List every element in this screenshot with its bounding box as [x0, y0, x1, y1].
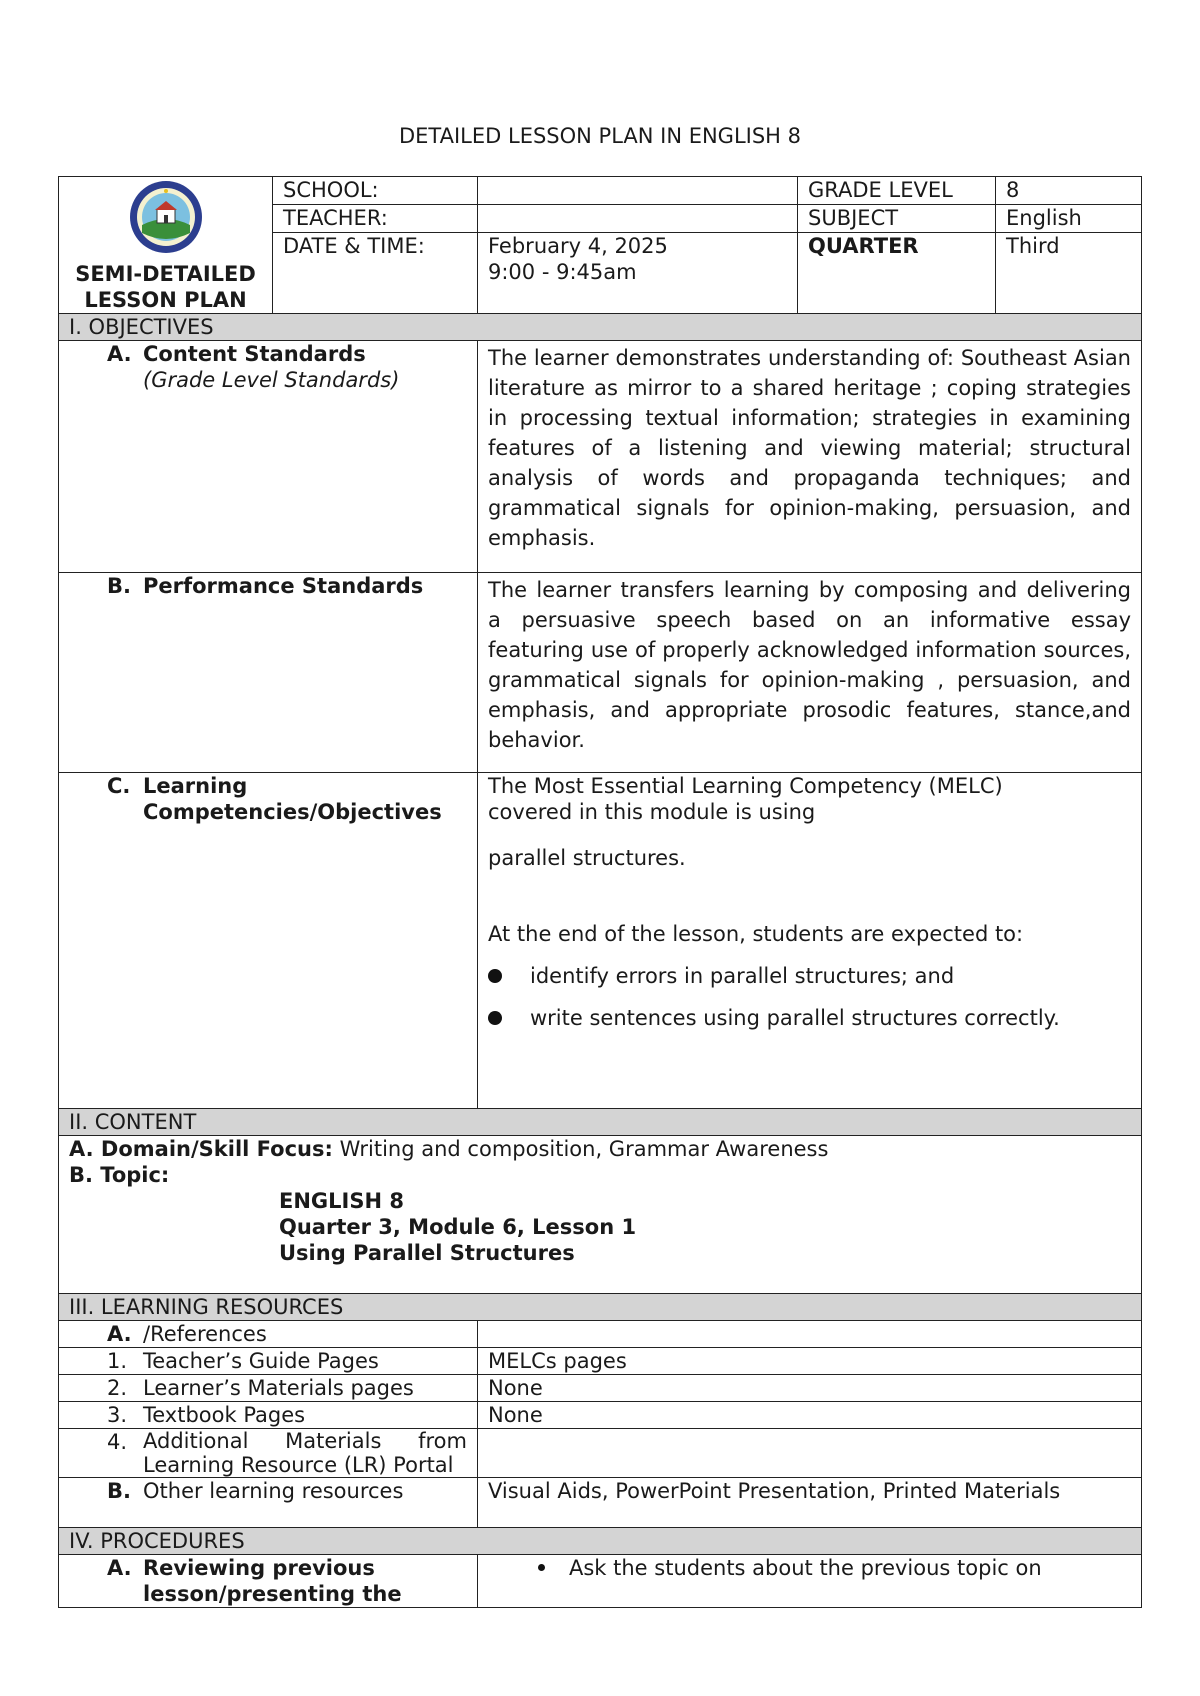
- resource-row: [59, 1375, 1142, 1402]
- additional-materials-num: 4.: [107, 1430, 128, 1454]
- performance-standards-label: Performance Standards: [143, 574, 424, 598]
- logo-cell: [59, 177, 273, 314]
- procedure-a-row: [59, 1555, 1142, 1608]
- bullet-icon: [488, 969, 502, 983]
- competencies-label-line2: Competencies/Objectives: [143, 800, 442, 824]
- bullet-icon: [488, 1011, 502, 1025]
- objectives-heading: I. OBJECTIVES: [59, 314, 1142, 341]
- melc-line1: The Most Essential Learning Competency (MELC): [488, 774, 1003, 798]
- resource-label: Textbook Pages: [143, 1403, 306, 1427]
- content-standards-sublabel: (Grade Level Standards): [143, 368, 400, 392]
- resource-label-cell: [59, 1348, 478, 1375]
- procedure-a-label-cell: [59, 1555, 478, 1608]
- domain-line: [69, 1136, 1131, 1162]
- performance-standards-letter: B.: [107, 574, 131, 598]
- school-value: [478, 177, 798, 205]
- bullet-icon: [538, 1564, 545, 1571]
- section-resources: [59, 1294, 1142, 1321]
- melc-line3: parallel structures.: [488, 846, 686, 870]
- content-standards-row: [59, 341, 1142, 573]
- performance-standards-text: The learner transfers learning by composing and delivering a persuasive speech based on an informative essay featuring use of properly acknowledged information sources, grammatical signals for opinion-making , persuasion, and emphasis, and appropriate prosodic features, stance,and behavior.: [478, 573, 1142, 773]
- date-value: February 4, 2025: [488, 234, 668, 259]
- references-label: /References: [143, 1322, 267, 1346]
- content-standards-label: Content Standards: [143, 342, 366, 366]
- resource-row: [59, 1348, 1142, 1375]
- resource-row: [59, 1402, 1142, 1429]
- competencies-label-line1: Learning: [143, 774, 248, 798]
- grade-level-value: 8: [996, 177, 1142, 205]
- references-label-cell: [59, 1321, 478, 1348]
- resource-label: Teacher’s Guide Pages: [143, 1349, 379, 1373]
- other-resources-label: Other learning resources: [143, 1479, 404, 1503]
- procedure-a-label-line2: lesson/presenting the: [143, 1582, 402, 1606]
- time-value: 9:00 - 9:45am: [488, 260, 637, 285]
- content-row: [59, 1136, 1142, 1294]
- procedure-a-letter: A.: [107, 1556, 132, 1580]
- competencies-letter: C.: [107, 774, 131, 798]
- content-cell: [59, 1136, 1142, 1294]
- section-objectives: [59, 314, 1142, 341]
- procedures-heading: IV. PROCEDURES: [59, 1528, 1142, 1555]
- resource-num: 1.: [107, 1349, 128, 1373]
- competencies-text-cell: [478, 773, 1142, 1109]
- performance-standards-label-cell: [59, 573, 478, 773]
- objective-bullet-2-text: write sentences using parallel structures correctly.: [530, 1006, 1060, 1030]
- procedure-a-text-cell: [478, 1555, 1142, 1608]
- date-label: DATE & TIME:: [273, 233, 478, 314]
- performance-standards-row: [59, 573, 1142, 773]
- content-standards-text: The learner demonstrates understanding of: Southeast Asian literature as mirror to a shared heritage ; coping strategies in processing textual information; strategies in examining features of a listening and viewing material; structural analysis of words and propaganda techniques; and grammatical signals for opinion-making, persuasion, and emphasis.: [478, 341, 1142, 573]
- subject-value: English: [996, 205, 1142, 233]
- procedure-a-text: Ask the students about the previous topic on: [569, 1556, 1042, 1580]
- objective-bullet-2: [488, 1005, 1131, 1031]
- additional-materials-label-cell: [59, 1429, 478, 1478]
- references-letter: A.: [107, 1322, 132, 1346]
- teacher-label: TEACHER:: [273, 205, 478, 233]
- resource-num: 2.: [107, 1376, 128, 1400]
- content-heading: II. CONTENT: [59, 1109, 1142, 1136]
- document-title: DETAILED LESSON PLAN IN ENGLISH 8: [398, 124, 802, 148]
- procedure-a-label-line1: Reviewing previous: [143, 1556, 375, 1580]
- header-row-school: [59, 177, 1142, 205]
- competencies-label-cell: [59, 773, 478, 1109]
- date-time-cell: [478, 233, 798, 314]
- other-resources-letter: B.: [107, 1479, 131, 1503]
- domain-value: Writing and composition, Grammar Awareness: [339, 1137, 829, 1161]
- content-standards-label-cell: [59, 341, 478, 573]
- lesson-plan-table: [58, 176, 1142, 1608]
- resources-heading: III. LEARNING RESOURCES: [59, 1294, 1142, 1321]
- grade-level-label: GRADE LEVEL: [798, 177, 996, 205]
- section-content: [59, 1109, 1142, 1136]
- topic-line3: Using Parallel Structures: [279, 1241, 575, 1265]
- teacher-value: [478, 205, 798, 233]
- references-row: [59, 1321, 1142, 1348]
- subject-label: SUBJECT: [798, 205, 996, 233]
- domain-label: A. Domain/Skill Focus:: [69, 1137, 333, 1161]
- content-standards-letter: A.: [107, 342, 132, 366]
- quarter-value: Third: [996, 233, 1142, 314]
- objective-bullet-1-text: identify errors in parallel structures; and: [530, 964, 955, 988]
- expected-intro: At the end of the lesson, students are expected to:: [488, 922, 1024, 946]
- additional-materials-row: [59, 1429, 1142, 1478]
- resource-label-cell: [59, 1375, 478, 1402]
- quarter-label: QUARTER: [798, 233, 996, 314]
- other-resources-label-cell: [59, 1478, 478, 1528]
- resource-label: Learner’s Materials pages: [143, 1376, 414, 1400]
- additional-materials-value: [478, 1429, 1142, 1478]
- topic-label: B. Topic:: [69, 1163, 170, 1187]
- other-resources-row: [59, 1478, 1142, 1528]
- objective-bullet-1: [488, 963, 1131, 989]
- resource-value: None: [478, 1402, 1142, 1429]
- resource-value: None: [478, 1375, 1142, 1402]
- competencies-row: [59, 773, 1142, 1109]
- section-procedures: [59, 1528, 1142, 1555]
- other-resources-value: Visual Aids, PowerPoint Presentation, Printed Materials: [478, 1478, 1142, 1528]
- school-label: SCHOOL:: [273, 177, 478, 205]
- logo-label-line2: LESSON PLAN: [84, 288, 247, 312]
- resource-num: 3.: [107, 1403, 128, 1427]
- topic-line1: ENGLISH 8: [279, 1189, 404, 1213]
- topic-line2: Quarter 3, Module 6, Lesson 1: [279, 1215, 637, 1239]
- melc-line2: covered in this module is using: [488, 800, 816, 824]
- resource-label-cell: [59, 1402, 478, 1429]
- school-seal-icon: [128, 179, 204, 255]
- references-value: [478, 1321, 1142, 1348]
- resource-value: MELCs pages: [478, 1348, 1142, 1375]
- additional-materials-label: Additional Materials from Learning Resource (LR) Portal: [143, 1429, 467, 1477]
- logo-label-line1: SEMI-DETAILED: [75, 262, 256, 286]
